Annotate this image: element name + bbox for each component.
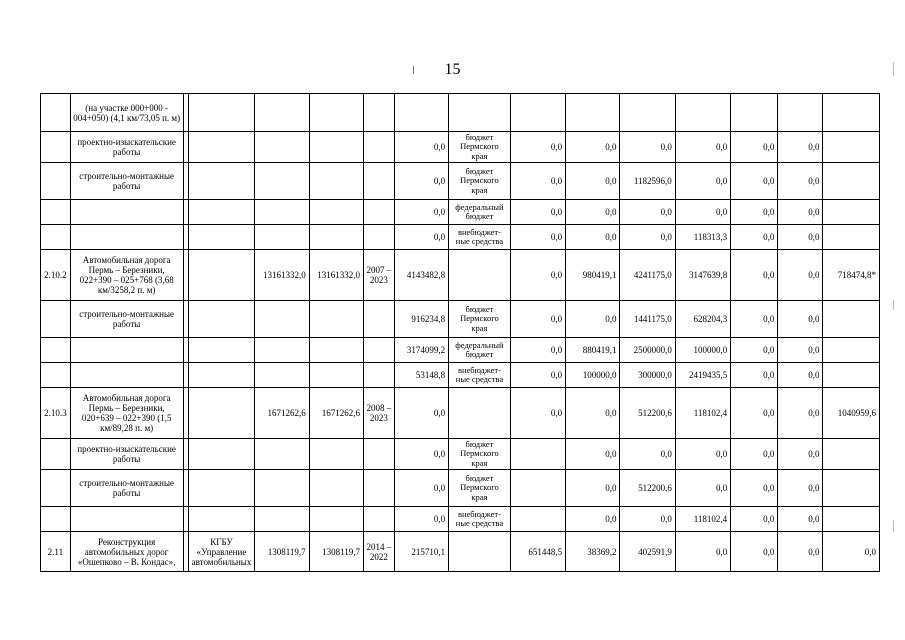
value-col-2: 880419,1 [566, 338, 620, 363]
value-col-2: 0,0 [566, 225, 620, 250]
value-col-4: 3147639,8 [675, 250, 730, 301]
funding-source: федеральный бюджет [449, 200, 511, 225]
funding-source: бюджет Пермского края [449, 470, 511, 507]
funding-source: федеральный бюджет [449, 338, 511, 363]
row-number: 2.10.3 [41, 388, 71, 439]
value-col-6 [778, 94, 823, 132]
funding-source: бюджет Пермского края [449, 439, 511, 470]
estimated-cost [255, 301, 309, 338]
funding-source [449, 94, 511, 132]
value-col-4: 118313,3 [675, 225, 730, 250]
period [364, 470, 395, 507]
table-row [41, 200, 880, 225]
value-col-4 [675, 94, 730, 132]
table-row [41, 507, 880, 532]
item-name: строительно-монтажные работы [70, 470, 183, 507]
value-col-2: 0,0 [566, 470, 620, 507]
value-col-3: 300000,0 [620, 363, 675, 388]
value-col-6: 0,0 [778, 250, 823, 301]
value-col-6: 0,0 [778, 439, 823, 470]
value-col-3: 0,0 [620, 132, 675, 163]
value-col-3: 1441175,0 [620, 301, 675, 338]
period [364, 363, 395, 388]
estimated-cost [255, 439, 309, 470]
scan-edge-mark [893, 520, 894, 532]
table-row [41, 532, 880, 572]
value-total: 0,0 [394, 163, 448, 200]
value-col-3: 512200,6 [620, 388, 675, 439]
estimated-cost: 1671262,6 [255, 388, 309, 439]
value-col-6: 0,0 [778, 163, 823, 200]
table-row [41, 363, 880, 388]
value-col-5: 0,0 [731, 439, 778, 470]
value-col-1: 0,0 [510, 363, 565, 388]
value-col-2: 0,0 [566, 163, 620, 200]
value-col-7 [823, 301, 880, 338]
value-col-7: 0,0 [823, 532, 880, 572]
item-name: Реконструкция автомобильных дорог «Ошепково – В. Кондас», [70, 532, 183, 572]
estimated-cost: 13161332,0 [255, 250, 309, 301]
value-total: 0,0 [394, 200, 448, 225]
value-total: 3174099,2 [394, 338, 448, 363]
cost-limit [309, 507, 363, 532]
cost-limit [309, 163, 363, 200]
value-col-3: 0,0 [620, 439, 675, 470]
value-col-1: 651448,5 [510, 532, 565, 572]
estimated-cost [255, 200, 309, 225]
value-col-2: 980419,1 [566, 250, 620, 301]
value-col-4: 118102,4 [675, 388, 730, 439]
row-number [41, 470, 71, 507]
item-name: Автомобильная дорога Пермь – Березники, 022+390 – 025+768 (3,68 км/3258,2 п. м) [70, 250, 183, 301]
estimated-cost [255, 163, 309, 200]
value-col-6: 0,0 [778, 363, 823, 388]
value-col-3: 4241175,0 [620, 250, 675, 301]
item-name [70, 363, 183, 388]
value-col-6: 0,0 [778, 470, 823, 507]
row-number [41, 225, 71, 250]
period [364, 338, 395, 363]
value-col-6: 0,0 [778, 200, 823, 225]
responsible-org [188, 439, 255, 470]
item-name: проектно-изыскательские работы [70, 439, 183, 470]
budget-table [40, 93, 880, 572]
value-col-4: 0,0 [675, 439, 730, 470]
cost-limit [309, 94, 363, 132]
item-name: проектно-изыскательские работы [70, 132, 183, 163]
value-col-3: 1182596,0 [620, 163, 675, 200]
table-row [41, 470, 880, 507]
value-col-5: 0,0 [731, 132, 778, 163]
value-total: 0,0 [394, 507, 448, 532]
value-col-2: 0,0 [566, 439, 620, 470]
period [364, 132, 395, 163]
row-number [41, 163, 71, 200]
value-col-3: 0,0 [620, 507, 675, 532]
item-name [70, 200, 183, 225]
funding-source: внебюджет-ные средства [449, 225, 511, 250]
row-number [41, 507, 71, 532]
value-col-4: 0,0 [675, 200, 730, 225]
table-row [41, 132, 880, 163]
period [364, 507, 395, 532]
value-col-1: 0,0 [510, 338, 565, 363]
estimated-cost [255, 470, 309, 507]
value-col-1 [510, 507, 565, 532]
cost-limit [309, 200, 363, 225]
value-col-4: 0,0 [675, 163, 730, 200]
value-col-7 [823, 94, 880, 132]
value-col-1: 0,0 [510, 301, 565, 338]
value-col-7 [823, 132, 880, 163]
item-name: Автомобильная дорога Пермь – Березники, 020+639 – 022+390 (1,5 км/89,28 п. м) [70, 388, 183, 439]
value-col-2: 100000,0 [566, 363, 620, 388]
value-col-2: 0,0 [566, 200, 620, 225]
cost-limit [309, 301, 363, 338]
period [364, 94, 395, 132]
period: 2014 – 2022 [364, 532, 395, 572]
value-col-5: 0,0 [731, 250, 778, 301]
row-number [41, 338, 71, 363]
value-col-1 [510, 439, 565, 470]
row-number [41, 363, 71, 388]
value-col-5: 0,0 [731, 338, 778, 363]
value-col-3: 512200,6 [620, 470, 675, 507]
period: 2008 – 2023 [364, 388, 395, 439]
value-col-4: 628204,3 [675, 301, 730, 338]
cost-limit [309, 225, 363, 250]
funding-source: внебюджет-ные средства [449, 363, 511, 388]
period [364, 301, 395, 338]
responsible-org [188, 388, 255, 439]
row-number [41, 301, 71, 338]
row-number [41, 439, 71, 470]
value-total: 0,0 [394, 388, 448, 439]
estimated-cost [255, 338, 309, 363]
scan-mark [413, 66, 414, 74]
value-total: 0,0 [394, 225, 448, 250]
value-col-1: 0,0 [510, 250, 565, 301]
estimated-cost [255, 225, 309, 250]
value-col-6: 0,0 [778, 338, 823, 363]
item-name [70, 507, 183, 532]
value-col-6: 0,0 [778, 132, 823, 163]
estimated-cost: 1308119,7 [255, 532, 309, 572]
responsible-org [188, 250, 255, 301]
cost-limit: 1671262,6 [309, 388, 363, 439]
value-col-7 [823, 470, 880, 507]
value-col-7: 1040959,6 [823, 388, 880, 439]
responsible-org [188, 163, 255, 200]
value-col-7 [823, 163, 880, 200]
value-col-4: 0,0 [675, 532, 730, 572]
value-col-3: 2500000,0 [620, 338, 675, 363]
value-col-5: 0,0 [731, 163, 778, 200]
estimated-cost [255, 94, 309, 132]
table-row [41, 388, 880, 439]
funding-source [449, 532, 511, 572]
value-col-1 [510, 470, 565, 507]
cost-limit [309, 338, 363, 363]
value-col-7 [823, 200, 880, 225]
value-col-4: 118102,4 [675, 507, 730, 532]
funding-source: бюджет Пермского края [449, 301, 511, 338]
cost-limit [309, 132, 363, 163]
value-col-3: 0,0 [620, 225, 675, 250]
estimated-cost [255, 507, 309, 532]
value-col-6: 0,0 [778, 225, 823, 250]
value-total: 53148,8 [394, 363, 448, 388]
value-col-5: 0,0 [731, 507, 778, 532]
row-number [41, 132, 71, 163]
funding-source [449, 250, 511, 301]
row-number: 2.10.2 [41, 250, 71, 301]
value-col-3: 402591,9 [620, 532, 675, 572]
value-col-7: 718474,8* [823, 250, 880, 301]
period [364, 163, 395, 200]
table-row [41, 439, 880, 470]
period: 2007 – 2023 [364, 250, 395, 301]
value-col-7 [823, 338, 880, 363]
responsible-org [188, 301, 255, 338]
value-total: 215710,1 [394, 532, 448, 572]
value-col-1: 0,0 [510, 200, 565, 225]
value-col-6: 0,0 [778, 388, 823, 439]
value-col-2: 0,0 [566, 507, 620, 532]
value-col-2: 0,0 [566, 301, 620, 338]
funding-source: бюджет Пермского края [449, 132, 511, 163]
cost-limit [309, 363, 363, 388]
scan-edge-mark [893, 300, 894, 310]
value-col-6: 0,0 [778, 301, 823, 338]
item-name: (на участке 000+000 - 004+050) (4,1 км/73,05 п. м) [70, 94, 183, 132]
cost-limit: 1308119,7 [309, 532, 363, 572]
value-col-5: 0,0 [731, 301, 778, 338]
value-col-3: 0,0 [620, 200, 675, 225]
value-col-5 [731, 94, 778, 132]
item-name: строительно-монтажные работы [70, 301, 183, 338]
value-col-7 [823, 507, 880, 532]
value-col-7 [823, 439, 880, 470]
value-col-2: 0,0 [566, 132, 620, 163]
scan-edge-mark [893, 62, 894, 76]
value-total: 4143482,8 [394, 250, 448, 301]
value-col-2: 38369,2 [566, 532, 620, 572]
value-col-1: 0,0 [510, 163, 565, 200]
value-col-1: 0,0 [510, 225, 565, 250]
cost-limit [309, 470, 363, 507]
value-col-6: 0,0 [778, 507, 823, 532]
responsible-org [188, 338, 255, 363]
value-col-5: 0,0 [731, 363, 778, 388]
table-row [41, 163, 880, 200]
responsible-org [188, 200, 255, 225]
estimated-cost [255, 132, 309, 163]
item-name: строительно-монтажные работы [70, 163, 183, 200]
table-row [41, 301, 880, 338]
value-col-7 [823, 225, 880, 250]
value-total: 0,0 [394, 439, 448, 470]
funding-source: бюджет Пермского края [449, 163, 511, 200]
table-row [41, 94, 880, 132]
funding-source: внебюджет-ные средства [449, 507, 511, 532]
value-col-4: 100000,0 [675, 338, 730, 363]
value-col-1: 0,0 [510, 132, 565, 163]
cost-limit [309, 439, 363, 470]
table-row [41, 338, 880, 363]
value-col-5: 0,0 [731, 388, 778, 439]
responsible-org [188, 470, 255, 507]
value-col-2: 0,0 [566, 388, 620, 439]
page-number: 15 [444, 61, 461, 78]
responsible-org [188, 132, 255, 163]
value-col-4: 0,0 [675, 132, 730, 163]
funding-source [449, 388, 511, 439]
item-name [70, 338, 183, 363]
value-col-5: 0,0 [731, 200, 778, 225]
row-number: 2.11 [41, 532, 71, 572]
value-col-1 [510, 94, 565, 132]
value-col-4: 2419435,5 [675, 363, 730, 388]
table-row [41, 250, 880, 301]
row-number [41, 200, 71, 225]
period [364, 200, 395, 225]
table-row [41, 225, 880, 250]
value-total [394, 94, 448, 132]
responsible-org [188, 507, 255, 532]
estimated-cost [255, 363, 309, 388]
value-col-5: 0,0 [731, 470, 778, 507]
responsible-org [188, 363, 255, 388]
cost-limit: 13161332,0 [309, 250, 363, 301]
value-col-5: 0,0 [731, 225, 778, 250]
value-col-7 [823, 363, 880, 388]
value-col-5: 0,0 [731, 532, 778, 572]
responsible-org [188, 225, 255, 250]
value-col-6: 0,0 [778, 532, 823, 572]
value-col-2 [566, 94, 620, 132]
value-col-4: 0,0 [675, 470, 730, 507]
responsible-org: КГБУ «Управление автомобильных [188, 532, 255, 572]
row-number [41, 94, 71, 132]
responsible-org [188, 94, 255, 132]
item-name [70, 225, 183, 250]
value-total: 0,0 [394, 470, 448, 507]
value-total: 0,0 [394, 132, 448, 163]
period [364, 439, 395, 470]
value-col-3 [620, 94, 675, 132]
period [364, 225, 395, 250]
value-total: 916234,8 [394, 301, 448, 338]
value-col-1: 0,0 [510, 388, 565, 439]
